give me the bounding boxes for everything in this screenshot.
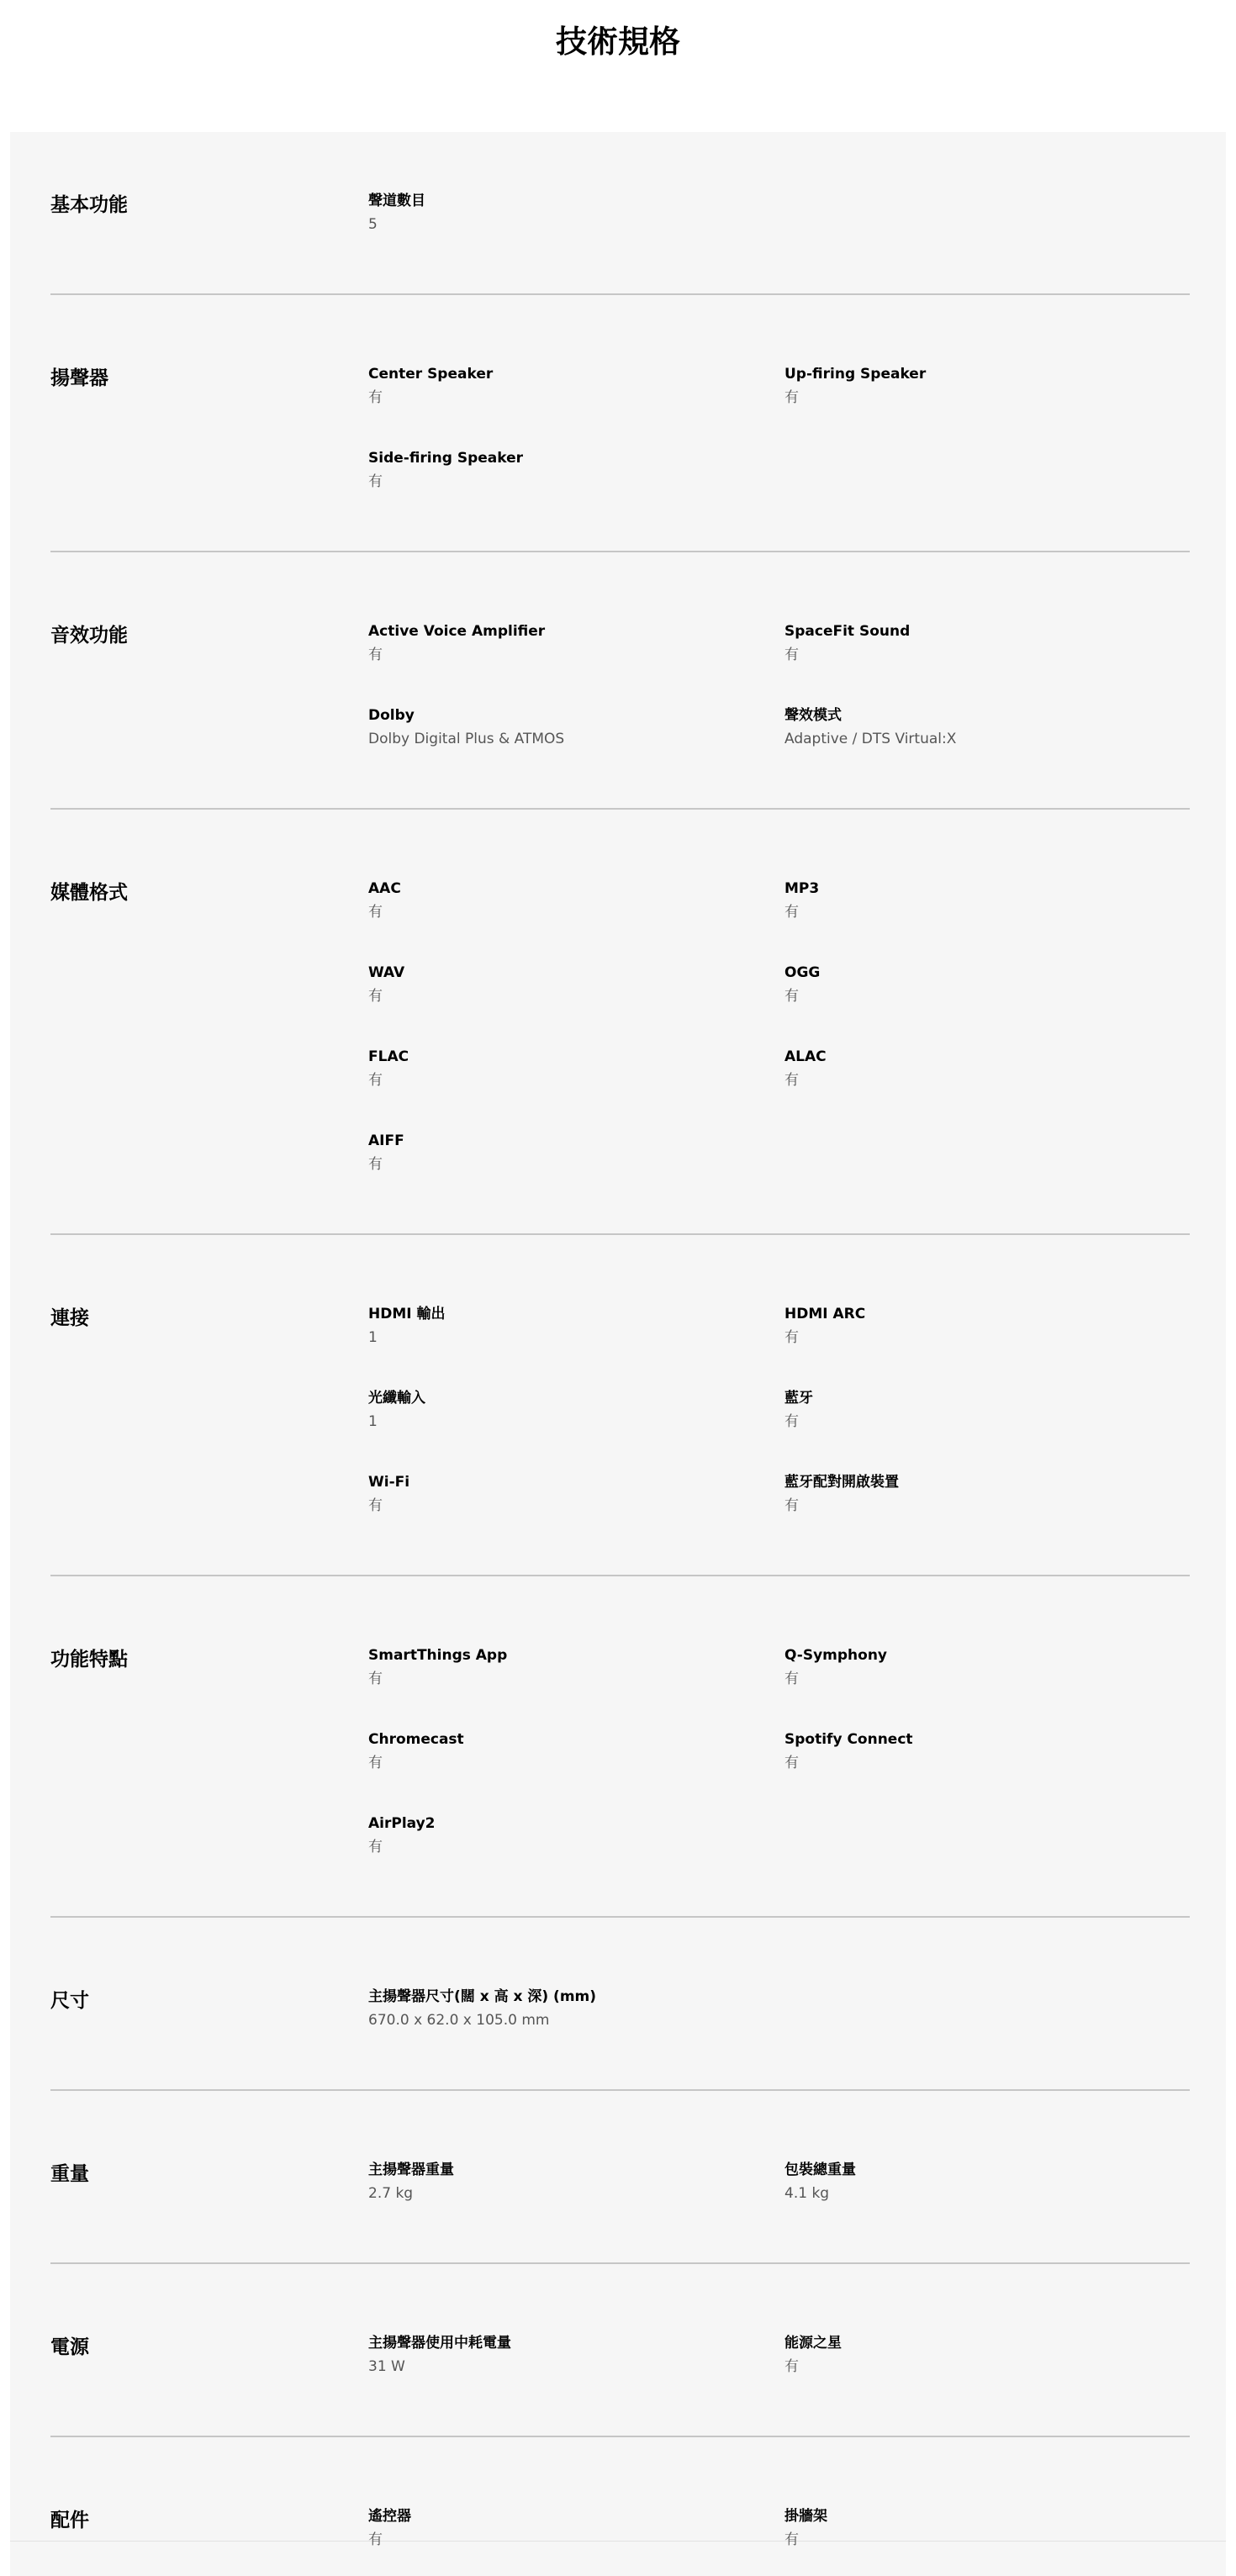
spec-label: 聲效模式 <box>784 707 842 724</box>
spec-label: AIFF <box>368 1132 404 1149</box>
spec-item <box>368 1131 755 1175</box>
spec-value: 有 <box>784 988 799 1005</box>
spec-item <box>368 448 755 492</box>
spec-value: 2.7 kg <box>368 2185 414 2202</box>
spec-item <box>784 1388 1171 1432</box>
spec-value: 有 <box>368 1072 383 1089</box>
spec-value: 有 <box>368 647 383 663</box>
spec-value: 有 <box>368 1755 383 1771</box>
spec-item <box>784 705 1171 749</box>
spec-label: Dolby <box>368 707 415 724</box>
spec-item <box>784 963 1171 1006</box>
spec-item <box>784 364 1171 408</box>
spec-item <box>784 621 1171 665</box>
spec-label: WAV <box>368 964 405 981</box>
spec-item <box>368 963 755 1006</box>
spec-value: 有 <box>784 1413 799 1430</box>
spec-value: 有 <box>784 647 799 663</box>
category-divider <box>50 1916 1190 1918</box>
spec-label: Q-Symphony <box>784 1647 887 1664</box>
category-divider <box>50 1575 1190 1576</box>
spec-label: Active Voice Amplifier <box>368 623 546 640</box>
spec-label: HDMI ARC <box>784 1306 866 1322</box>
spec-value: 有 <box>784 2358 799 2375</box>
spec-label: 能源之星 <box>784 2335 842 2352</box>
spec-item <box>368 1304 755 1348</box>
category-divider <box>50 808 1190 810</box>
spec-label: Wi-Fi <box>368 1474 410 1491</box>
spec-panel <box>10 132 1226 2576</box>
spec-value: 1 <box>368 1329 378 1346</box>
spec-item <box>368 2160 755 2204</box>
spec-value: 有 <box>784 1755 799 1771</box>
spec-label: HDMI 輸出 <box>368 1306 446 1322</box>
spec-value: 5 <box>368 216 378 233</box>
spec-value: 有 <box>368 1671 383 1687</box>
spec-item <box>784 2506 1171 2550</box>
spec-label: 遙控器 <box>368 2508 411 2525</box>
category-divider <box>50 293 1190 295</box>
category-title: 基本功能 <box>50 194 128 216</box>
category-divider <box>50 1233 1190 1235</box>
spec-label: 掛牆架 <box>784 2508 827 2525</box>
spec-item <box>784 1645 1171 1689</box>
spec-label: OGG <box>784 964 821 981</box>
spec-item <box>368 1729 755 1773</box>
spec-item <box>784 1047 1171 1090</box>
spec-value: 670.0 x 62.0 x 105.0 mm <box>368 2012 550 2029</box>
spec-label: AirPlay2 <box>368 1815 436 1832</box>
spec-value: 有 <box>784 389 799 406</box>
category-divider <box>50 2262 1190 2264</box>
spec-item <box>784 1304 1171 1348</box>
category-title: 配件 <box>50 2510 89 2531</box>
spec-value: 有 <box>784 1329 799 1346</box>
category-title: 電源 <box>50 2336 89 2358</box>
spec-item <box>784 879 1171 922</box>
spec-value: 有 <box>784 904 799 921</box>
spec-value: 有 <box>368 1156 383 1173</box>
spec-item <box>368 191 755 235</box>
spec-label: 光纖輸入 <box>368 1390 425 1407</box>
spec-item <box>784 1729 1171 1773</box>
spec-value: 有 <box>368 1497 383 1514</box>
spec-label: 藍牙配對開啟裝置 <box>784 1474 899 1491</box>
spec-item <box>368 2506 755 2550</box>
spec-value: 1 <box>368 1413 378 1430</box>
spec-value: 4.1 kg <box>784 2185 830 2202</box>
spec-item <box>368 705 755 749</box>
spec-item <box>784 2160 1171 2204</box>
category-title: 音效功能 <box>50 625 128 647</box>
spec-label: 主揚聲器使用中耗電量 <box>368 2335 511 2352</box>
spec-label: Center Speaker <box>368 366 494 383</box>
spec-item <box>368 1645 755 1689</box>
category-title: 功能特點 <box>50 1649 128 1671</box>
spec-item <box>784 2333 1171 2377</box>
spec-label: 聲道數目 <box>368 193 425 209</box>
spec-label: AAC <box>368 880 401 897</box>
spec-value: Dolby Digital Plus & ATMOS <box>368 731 565 747</box>
category-divider <box>50 2089 1190 2091</box>
spec-label: 藍牙 <box>784 1390 813 1407</box>
spec-item <box>368 1987 755 2030</box>
spec-item <box>368 879 755 922</box>
category-divider <box>50 551 1190 552</box>
category-title: 重量 <box>50 2163 89 2185</box>
spec-value: 有 <box>368 1839 383 1855</box>
spec-item <box>368 1813 755 1857</box>
spec-value: Adaptive / DTS Virtual:X <box>784 731 957 747</box>
spec-label: Up-firing Speaker <box>784 366 927 383</box>
spec-value: 有 <box>784 1072 799 1089</box>
page-title: 技術規格 <box>556 24 680 60</box>
spec-item <box>368 2333 755 2377</box>
spec-value: 有 <box>368 473 383 490</box>
spec-label: Spotify Connect <box>784 1731 913 1748</box>
spec-label: MP3 <box>784 880 820 897</box>
spec-label: 主揚聲器重量 <box>368 2162 454 2178</box>
spec-item <box>368 364 755 408</box>
category-divider <box>50 2436 1190 2437</box>
spec-value: 有 <box>368 988 383 1005</box>
spec-item <box>368 621 755 665</box>
spec-label: 主揚聲器尺寸(闊 x 高 x 深) (mm) <box>368 1988 597 2005</box>
spec-label: ALAC <box>784 1048 827 1065</box>
spec-label: Chromecast <box>368 1731 464 1748</box>
spec-label: SpaceFit Sound <box>784 623 911 640</box>
spec-item <box>368 1047 755 1090</box>
spec-item <box>368 1472 755 1516</box>
spec-value: 有 <box>784 2531 799 2548</box>
spec-value: 有 <box>784 1671 799 1687</box>
spec-value: 有 <box>368 2531 383 2548</box>
category-title: 揚聲器 <box>50 367 108 389</box>
category-title: 尺寸 <box>50 1990 89 2012</box>
spec-value: 有 <box>368 389 383 406</box>
spec-label: FLAC <box>368 1048 409 1065</box>
spec-item <box>368 1388 755 1432</box>
spec-label: SmartThings App <box>368 1647 508 1664</box>
spec-label: Side-firing Speaker <box>368 450 524 467</box>
category-title: 連接 <box>50 1307 89 1329</box>
spec-value: 有 <box>784 1497 799 1514</box>
category-title: 媒體格式 <box>50 882 128 904</box>
spec-item <box>784 1472 1171 1516</box>
spec-value: 有 <box>368 904 383 921</box>
spec-value: 31 W <box>368 2358 405 2375</box>
spec-label: 包裝總重量 <box>784 2162 856 2178</box>
